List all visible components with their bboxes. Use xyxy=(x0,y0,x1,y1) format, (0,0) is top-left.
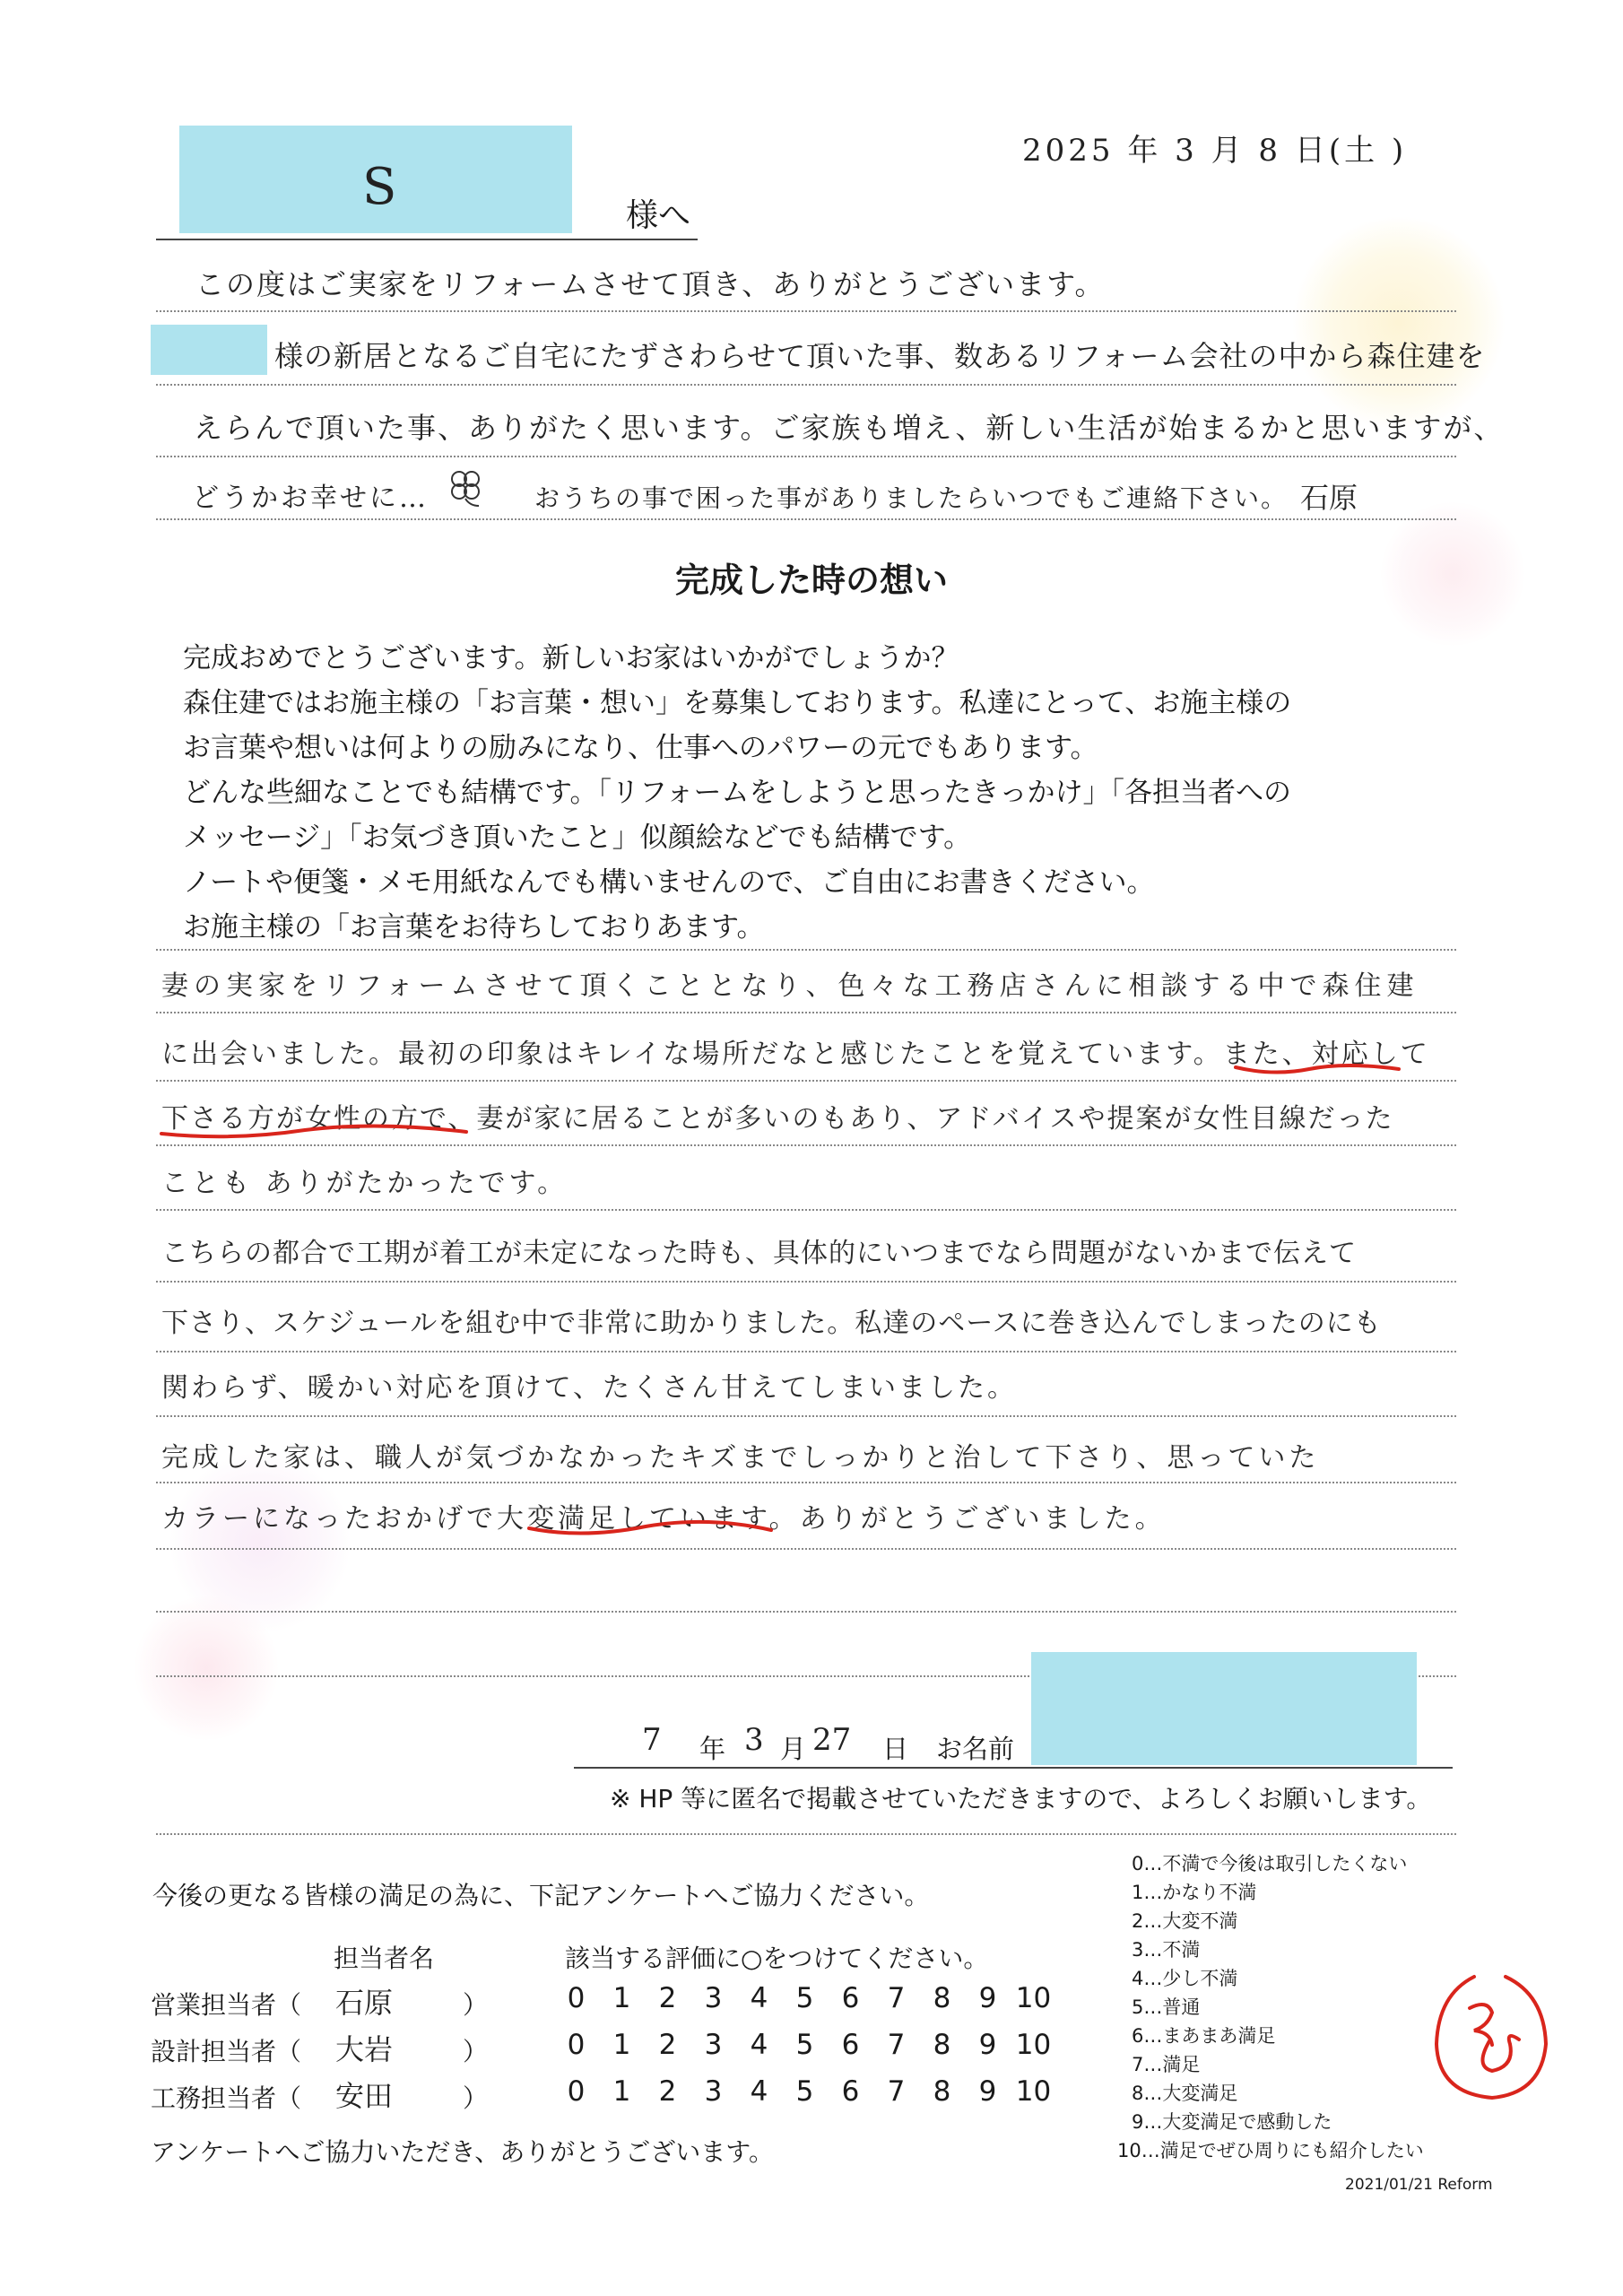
section-divider xyxy=(156,1833,1456,1835)
rating-option-0[interactable]: 0 xyxy=(567,2075,586,2108)
survey-row-close: ） xyxy=(463,2037,489,2066)
intro-line: お言葉や想いは何よりの励みになり、仕事へのパワーの元でもあります。 xyxy=(183,732,1098,764)
rating-option-5[interactable]: 5 xyxy=(795,1982,814,2014)
intro-line: 完成おめでとうございます。新しいお家はいかがでしょうか？ xyxy=(183,642,959,674)
letter-date: 2025 年 3 月 8 日(土 ) xyxy=(1022,133,1408,169)
rating-option-4[interactable]: 4 xyxy=(750,2075,768,2108)
intro-line: ノートや便箋・メモ用紙なんでも構いませんので、ご自由にお書きください。 xyxy=(183,866,1155,899)
intro-line: どんな些細なことでも結構です。「リフォームをしようと思ったきっかけ」「各担当者への xyxy=(183,777,1291,809)
rating-option-7[interactable]: 7 xyxy=(887,2075,906,2108)
recipient-suffix: 様へ xyxy=(626,197,691,234)
rating-option-1[interactable]: 1 xyxy=(612,2075,631,2108)
rating-option-3[interactable]: 3 xyxy=(704,2075,723,2108)
rating-option-8[interactable]: 8 xyxy=(933,1982,951,2014)
customer-message-line: 関わらず、暖かい対応を頂けて、たくさん甘えてしまいました。 xyxy=(161,1372,1017,1404)
redacted-customer-name-box xyxy=(1031,1652,1417,1765)
name-label: お名前 xyxy=(936,1734,1015,1764)
survey-row-close: ） xyxy=(463,2083,489,2113)
rating-scale-row xyxy=(553,2075,1056,2108)
survey-col-rating: 該当する評価に○をつけてください。 xyxy=(565,1944,989,1973)
rating-option-2[interactable]: 2 xyxy=(658,2029,677,2061)
rating-scale-row xyxy=(553,1982,1056,2014)
survey-col-staff: 担当者名 xyxy=(334,1944,435,1973)
month-label: 月 xyxy=(780,1734,807,1764)
staff-message-line: 様の新居となるご自宅にたずさわらせて頂いた事、数あるリフォーム会社の中から森住建を xyxy=(274,339,1486,373)
rating-option-0[interactable]: 0 xyxy=(567,1982,586,2014)
form-version: 2021/01/21 Reform xyxy=(1345,2176,1493,2194)
legend-item: 6…まあまあ満足 xyxy=(1132,2025,1276,2047)
rating-option-1[interactable]: 1 xyxy=(612,1982,631,2014)
rating-option-6[interactable]: 6 xyxy=(841,2075,860,2108)
rating-option-5[interactable]: 5 xyxy=(795,2029,814,2061)
staff-message-line: えらんで頂いた事、ありがたく思います。ご家族も増え、新しい生活が始まるかと思いますが、 xyxy=(194,411,1505,445)
rating-option-6[interactable]: 6 xyxy=(841,2029,860,2061)
customer-message-line: 下さる方が女性の方で、妻が家に居ることが多いのもあり、アドバイスや提案が女性目線だった xyxy=(161,1103,1394,1135)
rating-option-1[interactable]: 1 xyxy=(612,2029,631,2061)
customer-message-line: カラーになったおかげで大変満足しています。ありがとうございました。 xyxy=(161,1503,1166,1535)
rating-option-8[interactable]: 8 xyxy=(933,2029,951,2061)
rating-option-4[interactable]: 4 xyxy=(750,2029,768,2061)
completion-day: 27 xyxy=(812,1722,852,1758)
legend-item: 5…普通 xyxy=(1132,1996,1201,2018)
red-stamp-doodle-icon xyxy=(1420,1959,1555,2111)
survey-row-role: 工務担当者（ xyxy=(151,2083,302,2113)
legend-item: 3…不満 xyxy=(1132,1939,1201,1961)
rating-scale-row xyxy=(553,2029,1056,2061)
legend-item: 1…かなり不満 xyxy=(1132,1882,1257,1903)
survey-row-role: 設計担当者（ xyxy=(151,2037,302,2066)
intro-line: お施主様の「お言葉をお待ちしておりあます。 xyxy=(183,911,765,944)
customer-message-line: 妻の実家をリフォームさせて頂くこととなり、色々な工務店さんに相談する中で森住建 xyxy=(161,970,1419,1002)
rating-option-9[interactable]: 9 xyxy=(978,2029,997,2061)
rating-option-10[interactable]: 10 xyxy=(1015,1982,1052,2014)
customer-message-line: ことも ありがたかったです。 xyxy=(161,1168,568,1199)
staff-message-line: この度はご実家をリフォームさせて頂き、ありがとうございます。 xyxy=(195,267,1106,301)
survey-prompt: 今後の更なる皆様の満足の為に、下記アンケートへご協力ください。 xyxy=(152,1881,930,1910)
customer-message-line: こちらの都合で工期が着工が未定になった時も、具体的にいつまでなら問題がないかまで伝えて xyxy=(161,1238,1357,1269)
rating-option-7[interactable]: 7 xyxy=(887,2029,906,2061)
year-label: 年 xyxy=(699,1734,726,1764)
survey-row-staff-name: 大岩 xyxy=(335,2032,394,2066)
day-label: 日 xyxy=(882,1734,909,1764)
recipient-initial: S xyxy=(362,158,397,216)
rating-option-0[interactable]: 0 xyxy=(567,2029,586,2061)
rating-option-9[interactable]: 9 xyxy=(978,1982,997,2014)
rating-option-3[interactable]: 3 xyxy=(704,2029,723,2061)
survey-thanks: アンケートへご協力いただき、ありがとうございます。 xyxy=(151,2137,774,2167)
legend-item: 10…満足でぜひ周りにも紹介したい xyxy=(1117,2140,1424,2161)
customer-message-line: 下さり、スケジュールを組む中で非常に助かりました。私達のペースに巻き込んでしまったのにも xyxy=(161,1308,1382,1339)
rating-option-9[interactable]: 9 xyxy=(978,2075,997,2108)
legend-item: 9…大変満足で感動した xyxy=(1132,2111,1332,2133)
rating-option-10[interactable]: 10 xyxy=(1015,2075,1052,2108)
staff-message-line: どうかお幸せに… xyxy=(192,483,429,514)
rating-option-2[interactable]: 2 xyxy=(658,2075,677,2108)
completion-month: 3 xyxy=(744,1722,764,1758)
section-title: 完成した時の想い xyxy=(674,561,948,600)
rating-option-10[interactable]: 10 xyxy=(1015,2029,1052,2061)
anonymous-posting-note: ※ HP 等に匿名で掲載させていただきますので、よろしくお願いします。 xyxy=(610,1784,1432,1813)
staff-signature: 石原 xyxy=(1300,481,1358,515)
legend-item: 2…大変不満 xyxy=(1132,1910,1238,1932)
survey-row-staff-name: 安田 xyxy=(335,2079,394,2113)
legend-item: 8…大変満足 xyxy=(1132,2083,1238,2104)
survey-row-close: ） xyxy=(463,1990,489,2020)
rating-option-2[interactable]: 2 xyxy=(658,1982,677,2014)
intro-line: メッセージ」「お気づき頂いたこと」似顔絵などでも結構です。 xyxy=(183,822,972,854)
legend-item: 7…満足 xyxy=(1132,2054,1201,2075)
rating-option-7[interactable]: 7 xyxy=(887,1982,906,2014)
legend-item: 0…不満で今後は取引したくない xyxy=(1132,1853,1408,1874)
intro-line: 森住建ではお施主様の「お言葉・想い」を募集しております。私達にとって、お施主様の xyxy=(183,687,1292,719)
rating-option-6[interactable]: 6 xyxy=(841,1982,860,2014)
rating-option-8[interactable]: 8 xyxy=(933,2075,951,2108)
survey-row-role: 営業担当者（ xyxy=(151,1990,302,2020)
survey-row-staff-name: 石原 xyxy=(335,1986,394,2020)
rating-option-4[interactable]: 4 xyxy=(750,1982,768,2014)
signature-line xyxy=(574,1767,1453,1769)
legend-item: 4…少し不満 xyxy=(1132,1968,1238,1989)
customer-message-line: に出会いました。最初の印象はキレイな場所だなと感じたことを覚えています。また、対応して xyxy=(161,1039,1430,1070)
rating-option-3[interactable]: 3 xyxy=(704,1982,723,2014)
customer-message-line: 完成した家は、職人が気づかなかったキズまでしっかりと治して下さり、思っていた xyxy=(161,1442,1320,1474)
rating-option-5[interactable]: 5 xyxy=(795,2075,814,2108)
staff-message-line: おうちの事で困った事がありましたらいつでもご連絡下さい。 xyxy=(534,483,1289,513)
completion-year: 7 xyxy=(642,1722,662,1758)
